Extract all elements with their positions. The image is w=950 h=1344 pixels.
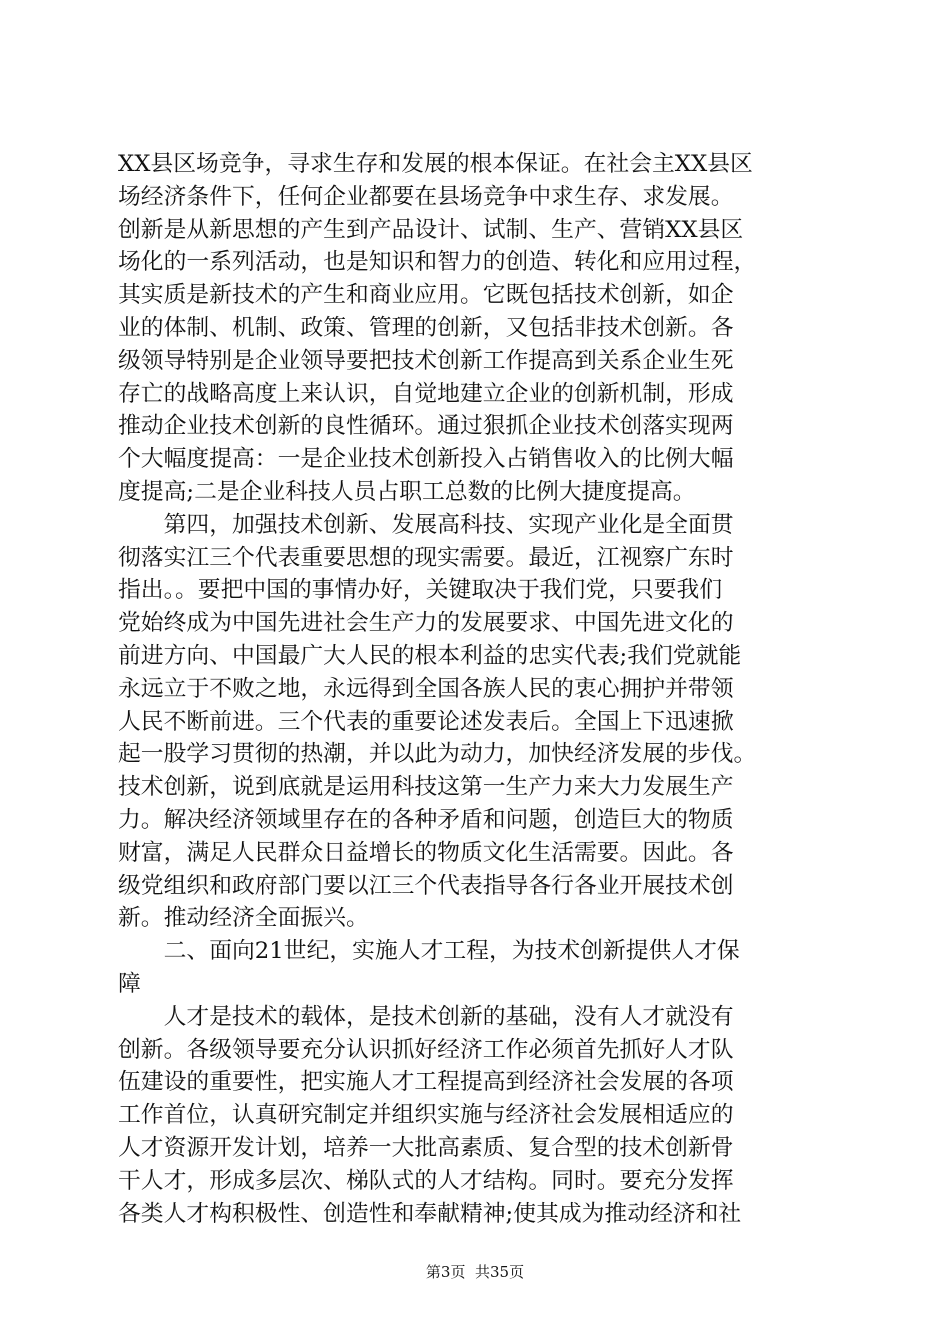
- text-line: 财富，满足人民群众日益增长的物质文化生活需要。因此。各: [118, 839, 734, 866]
- text-line: 工作首位，认真研究制定并组织实施与经济社会发展相适应的: [118, 1102, 734, 1129]
- text-line: 力。解决经济领域里存在的各种矛盾和问题，创造巨大的物质: [118, 806, 734, 833]
- text-line: 新。推动经济全面振兴。: [118, 905, 369, 932]
- text-line: 业的体制、机制、政策、管理的创新，又包括非技术创新。各: [118, 314, 734, 341]
- text-line: 创新。各级领导要充分认识抓好经济工作必须首先抓好人才队: [118, 1036, 734, 1063]
- text-line: 永远立于不败之地，永远得到全国各族人民的衷心拥护并带领: [118, 675, 734, 702]
- text-line: 第四，加强技术创新、发展高科技、实现产业化是全面贯: [118, 511, 734, 538]
- text-line: 存亡的战略高度上来认识，自觉地建立企业的创新机制，形成: [118, 380, 734, 407]
- text-line: 其实质是新技术的产生和商业应用。它既包括技术创新，如企: [118, 282, 734, 309]
- page-footer: 第3页 共35页: [425, 1263, 525, 1281]
- text-line: 推动企业技术创新的良性循环。通过狠抓企业技术创落实现两: [118, 413, 734, 440]
- text-line: 二、面向21世纪，实施人才工程，为技术创新提供人才保: [118, 938, 740, 965]
- text-line: 伍建设的重要性，把实施人才工程提高到经济社会发展的各项: [118, 1069, 734, 1096]
- text-line: 障: [118, 970, 141, 997]
- text-line: 干人才，形成多层次、梯队式的人才结构。同时。要充分发挥: [118, 1167, 734, 1194]
- text-line: 前进方向、中国最广大人民的根本利益的忠实代表;我们党就能: [118, 642, 742, 669]
- text-line: 人才是技术的载体，是技术创新的基础，没有人才就没有: [118, 1003, 734, 1030]
- body-text: [118, 148, 830, 1230]
- text-line: 创新是从新思想的产生到产品设计、试制、生产、营销XX县区: [118, 216, 744, 243]
- text-line: 级党组织和政府部门要以江三个代表指导各行各业开展技术创: [118, 872, 734, 899]
- text-line: 各类人才构积极性、创造性和奉献精神;使其成为推动经济和社: [118, 1200, 742, 1227]
- text-line: 党始终成为中国先进社会生产力的发展要求、中国先进文化的: [118, 610, 734, 637]
- text-line: 个大幅度提高：一是企业技术创新投入占销售收入的比例大幅: [118, 446, 734, 473]
- text-line: 级领导特别是企业领导要把技术创新工作提高到关系企业生死: [118, 347, 734, 374]
- text-line: 场化的一系列活动，也是知识和智力的创造、转化和应用过程，: [118, 249, 757, 276]
- text-line: 彻落实江三个代表重要思想的现实需要。最近，江视察广东时: [118, 544, 734, 571]
- text-line: 场经济条件下，任何企业都要在县场竞争中求生存、求发展。: [118, 183, 734, 210]
- text-line: 指出。。要把中国的事情办好，关键取决于我们党，只要我们: [118, 577, 723, 604]
- text-line: 度提高;二是企业科技人员占职工总数的比例大捷度提高。: [118, 478, 696, 505]
- text-line: 技术创新，说到底就是运用科技这第一生产力来大力发展生产: [118, 774, 734, 801]
- text-line: 人才资源开发计划，培养一大批高素质、复合型的技术创新骨: [118, 1134, 734, 1161]
- text-line: XX县区场竞争，寻求生存和发展的根本保证。在社会主XX县区: [118, 151, 753, 177]
- text-line: 人民不断前进。三个代表的重要论述发表后。全国上下迅速掀: [118, 708, 734, 735]
- text-line: 起一股学习贯彻的热潮，并以此为动力，加快经济发展的步伐。: [118, 741, 757, 768]
